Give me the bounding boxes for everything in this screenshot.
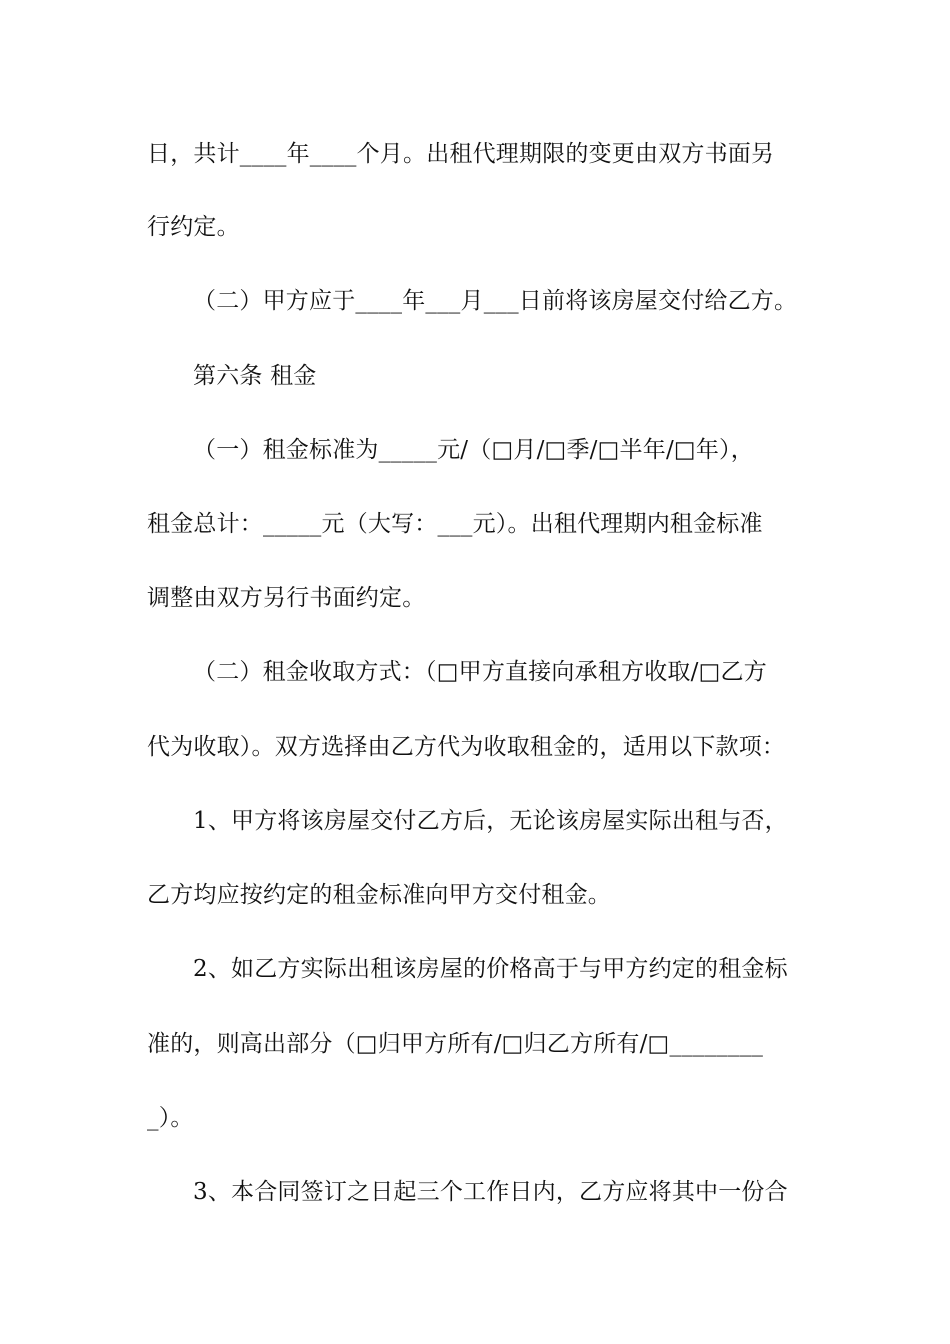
text-line: （一）租金标准为_____元/（□月/□季/□半年/□年）， [193, 437, 754, 463]
text-line: 2、如乙方实际出租该房屋的价格高于与甲方约定的租金标 [193, 956, 788, 982]
text-line: 3、本合同签订之日起三个工作日内，乙方应将其中一份合 [193, 1179, 788, 1205]
section-heading: 第六条 租金 [193, 363, 317, 389]
text-line: 准的，则高出部分（□归甲方所有/□归乙方所有/□________ [147, 1031, 764, 1057]
text-line: _）。 [147, 1105, 194, 1131]
text-line: 乙方均应按约定的租金标准向甲方交付租金。 [147, 882, 611, 908]
text-line: 调整由双方另行书面约定。 [147, 585, 426, 611]
text-line: （二）甲方应于____年___月___日前将该房屋交付给乙方。 [193, 288, 798, 314]
text-line: 租金总计：_____元（大写：___元）。出租代理期内租金标准 [147, 511, 763, 537]
text-line: 1、甲方将该房屋交付乙方后，无论该房屋实际出租与否， [193, 808, 788, 834]
text-line: 代为收取）。双方选择由乙方代为收取租金的，适用以下款项： [147, 734, 786, 760]
text-line: 日，共计____年____个月。出租代理期限的变更由双方书面另 [147, 141, 775, 167]
text-line: 行约定。 [147, 214, 240, 240]
text-line: （二）租金收取方式：（□甲方直接向承租方收取/□乙方 [193, 659, 767, 685]
